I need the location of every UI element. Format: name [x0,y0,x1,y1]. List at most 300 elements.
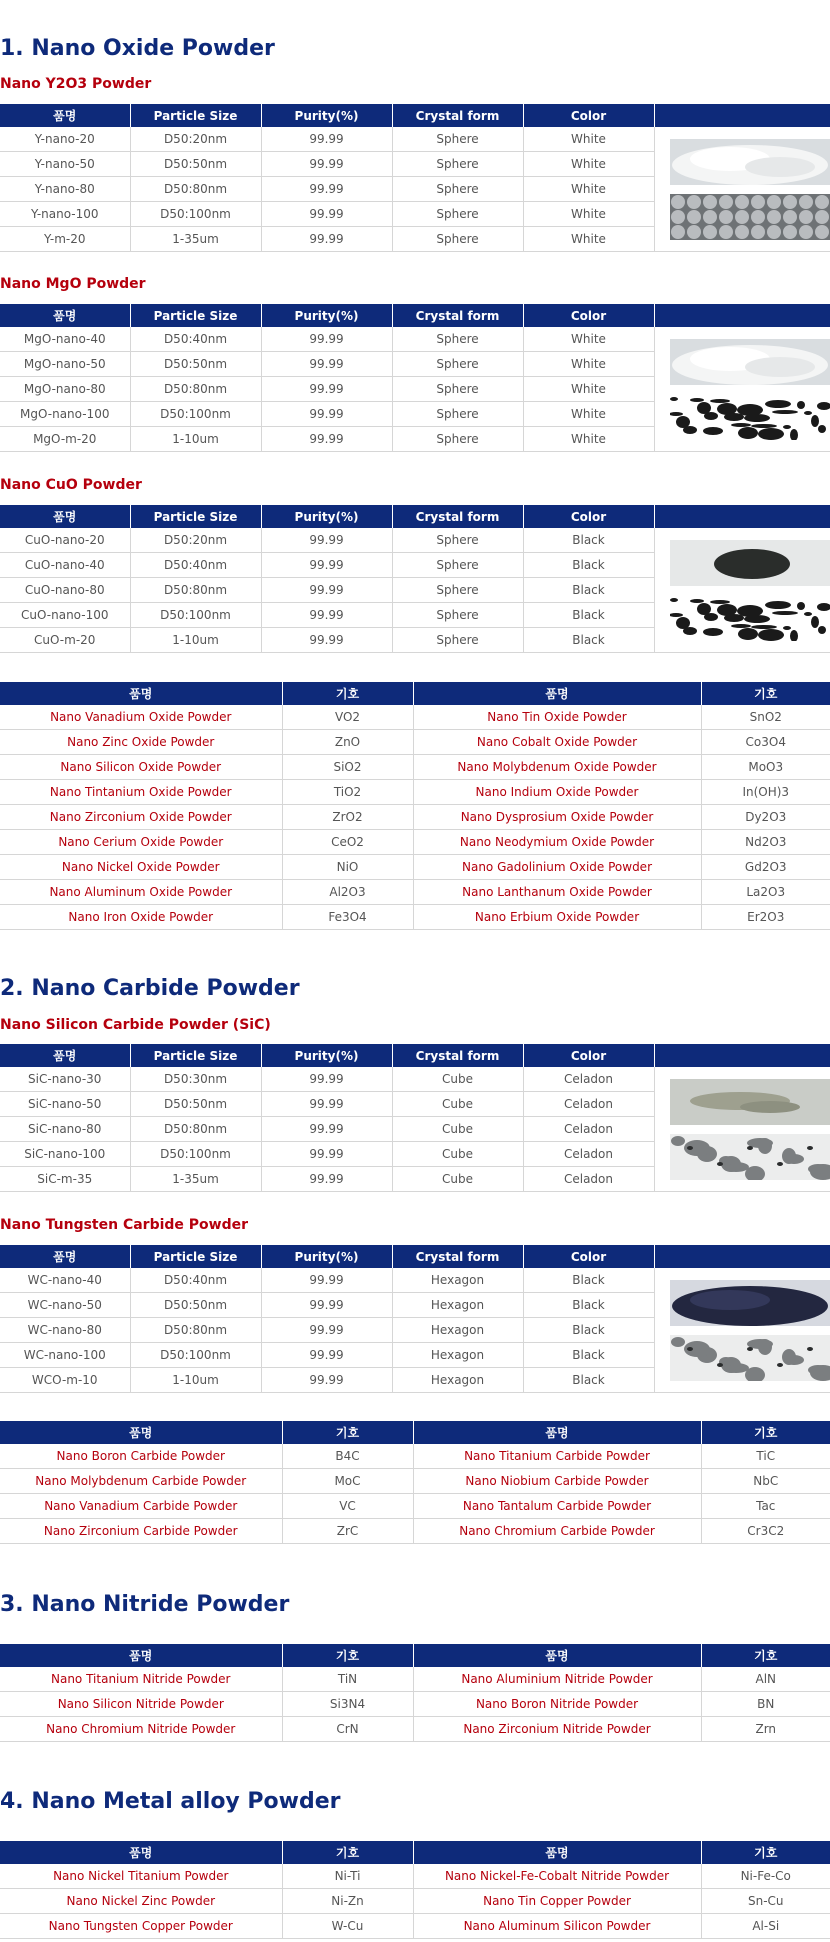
table-cell: CuO-nano-100 [0,603,130,628]
symbol-cell: TiC [701,1444,830,1469]
photo-column-header [654,104,830,127]
table-cell: 99.99 [261,1067,392,1092]
product-photos [654,528,830,653]
table-cell: Black [523,603,654,628]
product-table-y2o3 [0,104,830,252]
table-row [0,905,830,930]
column-header: 품명 [0,1044,130,1067]
column-header: Purity(%) [261,304,392,327]
table-cell: SiC-nano-50 [0,1092,130,1117]
column-header: Purity(%) [261,1044,392,1067]
subtitle-cuo: Nano CuO Powder [0,477,142,493]
table-cell: D50:80nm [130,377,261,402]
table-cell: Sphere [392,352,523,377]
table-header-row [0,505,830,528]
table-cell: Y-nano-20 [0,127,130,152]
table-cell: D50:20nm [130,127,261,152]
symbol-cell: La2O3 [701,880,830,905]
table-row [0,1889,830,1914]
photo-column-header [654,505,830,528]
symbol-cell: In(OH)3 [701,780,830,805]
subtitle-mgo: Nano MgO Powder [0,276,146,292]
column-header: 품명 [413,682,701,705]
table-cell: 99.99 [261,127,392,152]
table-cell: Black [523,1343,654,1368]
table-row [0,528,830,553]
product-table-mgo [0,304,830,452]
table-cell: D50:80nm [130,177,261,202]
column-header: 품명 [0,1421,282,1444]
table-header-row [0,304,830,327]
table-row [0,1519,830,1544]
column-header: 품명 [0,1841,282,1864]
table-cell: White [523,177,654,202]
product-name-cell: Nano Silicon Nitride Powder [0,1692,282,1717]
table-header-row [0,682,830,705]
white-powder-photo [670,139,830,185]
table-cell: Hexagon [392,1268,523,1293]
product-name-cell: Nano Tintanium Oxide Powder [0,780,282,805]
product-name-cell: Nano Molybdenum Oxide Powder [413,755,701,780]
product-name-cell: Nano Niobium Carbide Powder [413,1469,701,1494]
symbol-cell: TiN [282,1667,413,1692]
symbol-cell: CrN [282,1717,413,1742]
table-cell: White [523,402,654,427]
table-cell: 99.99 [261,202,392,227]
product-name-cell: Nano Zirconium Nitride Powder [413,1717,701,1742]
table-row [0,705,830,730]
table-cell: Sphere [392,402,523,427]
table-cell: Cube [392,1092,523,1117]
table-cell: Celadon [523,1092,654,1117]
table-row [0,1717,830,1742]
table-cell: D50:50nm [130,1293,261,1318]
symbol-cell: Gd2O3 [701,855,830,880]
table-cell: 99.99 [261,227,392,252]
product-name-cell: Nano Molybdenum Carbide Powder [0,1469,282,1494]
table-cell: WC-nano-80 [0,1318,130,1343]
symbol-table-carbide [0,1421,830,1544]
column-header: 품명 [0,682,282,705]
table-row [0,1067,830,1092]
table-cell: Sphere [392,152,523,177]
symbol-cell: Ni-Ti [282,1864,413,1889]
table-row [0,1469,830,1494]
symbol-cell: Ni-Zn [282,1889,413,1914]
column-header: Crystal form [392,1245,523,1268]
product-name-cell: Nano Aluminum Silicon Powder [413,1914,701,1939]
table-cell: D50:50nm [130,1092,261,1117]
table-cell: CuO-nano-80 [0,578,130,603]
table-row [0,1864,830,1889]
column-header: Color [523,505,654,528]
table-cell: Hexagon [392,1343,523,1368]
table-cell: White [523,202,654,227]
table-cell: 99.99 [261,1142,392,1167]
column-header: Particle Size [130,505,261,528]
column-header: 기호 [701,1841,830,1864]
symbol-cell: Al-Si [701,1914,830,1939]
symbol-cell: CeO2 [282,830,413,855]
table-cell: Black [523,578,654,603]
table-row [0,1494,830,1519]
symbol-cell: Fe3O4 [282,905,413,930]
black-particles-photo [670,595,830,641]
table-cell: 99.99 [261,1318,392,1343]
table-row [0,1914,830,1939]
table-cell: 99.99 [261,327,392,352]
table-cell: 99.99 [261,1368,392,1393]
table-cell: 99.99 [261,1343,392,1368]
photo-column-header [654,304,830,327]
table-cell: 99.99 [261,1092,392,1117]
table-row [0,780,830,805]
product-name-cell: Nano Nickel Titanium Powder [0,1864,282,1889]
table-cell: Cube [392,1117,523,1142]
table-cell: CuO-nano-40 [0,553,130,578]
column-header: 기호 [282,1841,413,1864]
table-cell: Y-nano-50 [0,152,130,177]
column-header: 기호 [701,1421,830,1444]
symbol-cell: Co3O4 [701,730,830,755]
table-cell: Black [523,1368,654,1393]
sphere-particles-photo [670,194,830,240]
table-cell: Cube [392,1067,523,1092]
subtitle-wc: Nano Tungsten Carbide Powder [0,1217,249,1233]
table-row [0,830,830,855]
table-cell: SiC-nano-100 [0,1142,130,1167]
section-title-oxide: 1. Nano Oxide Powder [0,36,275,61]
dark-powder-photo [670,1280,830,1326]
table-cell: 1-10um [130,427,261,452]
table-cell: D50:50nm [130,152,261,177]
table-cell: White [523,377,654,402]
table-cell: Sphere [392,427,523,452]
column-header: Crystal form [392,1044,523,1067]
product-name-cell: Nano Tungsten Copper Powder [0,1914,282,1939]
table-cell: White [523,127,654,152]
table-cell: 99.99 [261,1268,392,1293]
column-header: Crystal form [392,505,523,528]
table-cell: 99.99 [261,177,392,202]
table-cell: 99.99 [261,1117,392,1142]
table-cell: White [523,352,654,377]
table-cell: WC-nano-100 [0,1343,130,1368]
column-header: 품명 [0,104,130,127]
table-cell: Celadon [523,1167,654,1192]
table-cell: Y-nano-80 [0,177,130,202]
table-cell: MgO-nano-100 [0,402,130,427]
product-name-cell: Nano Chromium Nitride Powder [0,1717,282,1742]
table-cell: D50:50nm [130,352,261,377]
column-header: 기호 [282,1421,413,1444]
product-table-cuo [0,505,830,653]
product-name-cell: Nano Vanadium Carbide Powder [0,1494,282,1519]
product-name-cell: Nano Aluminium Nitride Powder [413,1667,701,1692]
product-name-cell: Nano Tantalum Carbide Powder [413,1494,701,1519]
product-name-cell: Nano Tin Copper Powder [413,1889,701,1914]
subtitle-sic: Nano Silicon Carbide Powder (SiC) [0,1017,271,1033]
product-name-cell: Nano Silicon Oxide Powder [0,755,282,780]
product-name-cell: Nano Nickel Zinc Powder [0,1889,282,1914]
gray-particles-photo [670,1335,830,1381]
table-cell: MgO-nano-50 [0,352,130,377]
table-cell: 99.99 [261,402,392,427]
product-name-cell: Nano Neodymium Oxide Powder [413,830,701,855]
product-name-cell: Nano Boron Carbide Powder [0,1444,282,1469]
symbol-table-oxide [0,682,830,930]
column-header: 품명 [0,505,130,528]
table-cell: D50:80nm [130,578,261,603]
table-cell: 99.99 [261,1167,392,1192]
table-cell: D50:40nm [130,327,261,352]
table-cell: Sphere [392,377,523,402]
product-name-cell: Nano Boron Nitride Powder [413,1692,701,1717]
column-header: Particle Size [130,1044,261,1067]
product-name-cell: Nano Titanium Carbide Powder [413,1444,701,1469]
white-powder-photo [670,339,830,385]
table-header-row [0,1044,830,1067]
product-photos [654,327,830,452]
product-name-cell: Nano Erbium Oxide Powder [413,905,701,930]
product-name-cell: Nano Nickel Oxide Powder [0,855,282,880]
table-cell: 99.99 [261,1293,392,1318]
table-cell: Y-m-20 [0,227,130,252]
table-header-row [0,1245,830,1268]
symbol-cell: NbC [701,1469,830,1494]
table-header-row [0,1644,830,1667]
table-cell: D50:30nm [130,1067,261,1092]
table-cell: Sphere [392,227,523,252]
black-particles-photo [670,394,830,440]
table-cell: 1-35um [130,227,261,252]
symbol-cell: TiO2 [282,780,413,805]
column-header: Color [523,304,654,327]
table-cell: Cube [392,1167,523,1192]
table-header-row [0,1421,830,1444]
symbol-cell: Tac [701,1494,830,1519]
column-header: 기호 [701,1644,830,1667]
table-cell: Black [523,1268,654,1293]
product-name-cell: Nano Tin Oxide Powder [413,705,701,730]
symbol-cell: Nd2O3 [701,830,830,855]
table-cell: Black [523,528,654,553]
column-header: Particle Size [130,304,261,327]
symbol-cell: Cr3C2 [701,1519,830,1544]
subtitle-y2o3: Nano Y2O3 Powder [0,76,152,92]
symbol-cell: VO2 [282,705,413,730]
table-cell: White [523,427,654,452]
table-cell: Sphere [392,177,523,202]
column-header: 품명 [413,1841,701,1864]
table-cell: D50:100nm [130,1142,261,1167]
symbol-cell: W-Cu [282,1914,413,1939]
table-cell: Sphere [392,127,523,152]
column-header: Particle Size [130,104,261,127]
table-cell: Black [523,553,654,578]
column-header: Purity(%) [261,505,392,528]
product-name-cell: Nano Zirconium Carbide Powder [0,1519,282,1544]
table-cell: WC-nano-40 [0,1268,130,1293]
table-cell: White [523,327,654,352]
product-name-cell: Nano Zirconium Oxide Powder [0,805,282,830]
column-header: 품명 [413,1421,701,1444]
table-cell: Celadon [523,1117,654,1142]
product-photos [654,127,830,252]
table-cell: Sphere [392,528,523,553]
product-table-sic [0,1044,830,1192]
table-cell: WCO-m-10 [0,1368,130,1393]
section-title-carbide: 2. Nano Carbide Powder [0,976,300,1001]
table-cell: Sphere [392,327,523,352]
table-cell: Sphere [392,202,523,227]
section-title-nitride: 3. Nano Nitride Powder [0,1592,290,1617]
table-row [0,1692,830,1717]
table-cell: MgO-nano-40 [0,327,130,352]
table-row [0,127,830,152]
symbol-cell: SnO2 [701,705,830,730]
table-row [0,1268,830,1293]
table-cell: 99.99 [261,628,392,653]
gray-particles-photo [670,1134,830,1180]
table-cell: 99.99 [261,578,392,603]
table-cell: Y-nano-100 [0,202,130,227]
column-header: 기호 [282,682,413,705]
table-cell: 99.99 [261,152,392,177]
table-cell: CuO-nano-20 [0,528,130,553]
column-header: Color [523,104,654,127]
table-row [0,1667,830,1692]
table-cell: Sphere [392,553,523,578]
product-photos [654,1268,830,1393]
table-cell: 99.99 [261,352,392,377]
table-header-row [0,104,830,127]
table-cell: SiC-nano-80 [0,1117,130,1142]
table-cell: Sphere [392,578,523,603]
column-header: Crystal form [392,104,523,127]
column-header: 품명 [0,1644,282,1667]
table-header-row [0,1841,830,1864]
symbol-cell: Ni-Fe-Co [701,1864,830,1889]
table-cell: Celadon [523,1067,654,1092]
symbol-cell: ZnO [282,730,413,755]
celadon-powder-photo [670,1079,830,1125]
symbol-cell: VC [282,1494,413,1519]
product-name-cell: Nano Vanadium Oxide Powder [0,705,282,730]
table-cell: D50:40nm [130,1268,261,1293]
symbol-cell: AlN [701,1667,830,1692]
table-cell: 99.99 [261,553,392,578]
symbol-cell: Al2O3 [282,880,413,905]
column-header: Particle Size [130,1245,261,1268]
table-cell: D50:20nm [130,528,261,553]
table-row [0,1444,830,1469]
table-cell: 99.99 [261,377,392,402]
product-name-cell: Nano Iron Oxide Powder [0,905,282,930]
table-cell: Hexagon [392,1318,523,1343]
section-title-alloy: 4. Nano Metal alloy Powder [0,1789,341,1814]
black-powder-photo [670,540,830,586]
table-cell: WC-nano-50 [0,1293,130,1318]
table-cell: SiC-m-35 [0,1167,130,1192]
product-name-cell: Nano Cobalt Oxide Powder [413,730,701,755]
column-header: Crystal form [392,304,523,327]
symbol-table-alloy [0,1841,830,1939]
product-name-cell: Nano Chromium Carbide Powder [413,1519,701,1544]
table-cell: D50:100nm [130,603,261,628]
symbol-cell: NiO [282,855,413,880]
table-cell: 1-35um [130,1167,261,1192]
table-cell: Sphere [392,628,523,653]
photo-column-header [654,1245,830,1268]
table-row [0,880,830,905]
symbol-cell: SiO2 [282,755,413,780]
table-row [0,327,830,352]
table-cell: Black [523,1293,654,1318]
table-cell: D50:40nm [130,553,261,578]
table-cell: MgO-m-20 [0,427,130,452]
symbol-cell: ZrC [282,1519,413,1544]
column-header: 기호 [282,1644,413,1667]
symbol-cell: MoO3 [701,755,830,780]
product-name-cell: Nano Titanium Nitride Powder [0,1667,282,1692]
product-name-cell: Nano Cerium Oxide Powder [0,830,282,855]
table-cell: Hexagon [392,1368,523,1393]
symbol-cell: ZrO2 [282,805,413,830]
table-cell: Hexagon [392,1293,523,1318]
column-header: Purity(%) [261,104,392,127]
symbol-cell: Si3N4 [282,1692,413,1717]
table-row [0,805,830,830]
table-cell: White [523,227,654,252]
table-cell: D50:80nm [130,1117,261,1142]
product-name-cell: Nano Lanthanum Oxide Powder [413,880,701,905]
column-header: 품명 [0,1245,130,1268]
table-cell: Cube [392,1142,523,1167]
product-name-cell: Nano Nickel-Fe-Cobalt Nitride Powder [413,1864,701,1889]
column-header: 품명 [0,304,130,327]
column-header: Purity(%) [261,1245,392,1268]
product-photos [654,1067,830,1192]
product-name-cell: Nano Gadolinium Oxide Powder [413,855,701,880]
product-name-cell: Nano Indium Oxide Powder [413,780,701,805]
table-cell: Celadon [523,1142,654,1167]
table-row [0,855,830,880]
table-cell: D50:80nm [130,1318,261,1343]
table-cell: Black [523,628,654,653]
table-cell: Sphere [392,603,523,628]
product-table-wc [0,1245,830,1393]
table-cell: CuO-m-20 [0,628,130,653]
table-cell: Black [523,1318,654,1343]
column-header: 기호 [701,682,830,705]
table-row [0,730,830,755]
symbol-cell: Dy2O3 [701,805,830,830]
symbol-cell: Zrn [701,1717,830,1742]
symbol-table-nitride [0,1644,830,1742]
table-cell: 1-10um [130,1368,261,1393]
column-header: Color [523,1044,654,1067]
table-cell: D50:100nm [130,202,261,227]
table-cell: SiC-nano-30 [0,1067,130,1092]
table-row [0,755,830,780]
symbol-cell: BN [701,1692,830,1717]
table-cell: MgO-nano-80 [0,377,130,402]
table-cell: 99.99 [261,528,392,553]
product-name-cell: Nano Zinc Oxide Powder [0,730,282,755]
product-name-cell: Nano Dysprosium Oxide Powder [413,805,701,830]
photo-column-header [654,1044,830,1067]
